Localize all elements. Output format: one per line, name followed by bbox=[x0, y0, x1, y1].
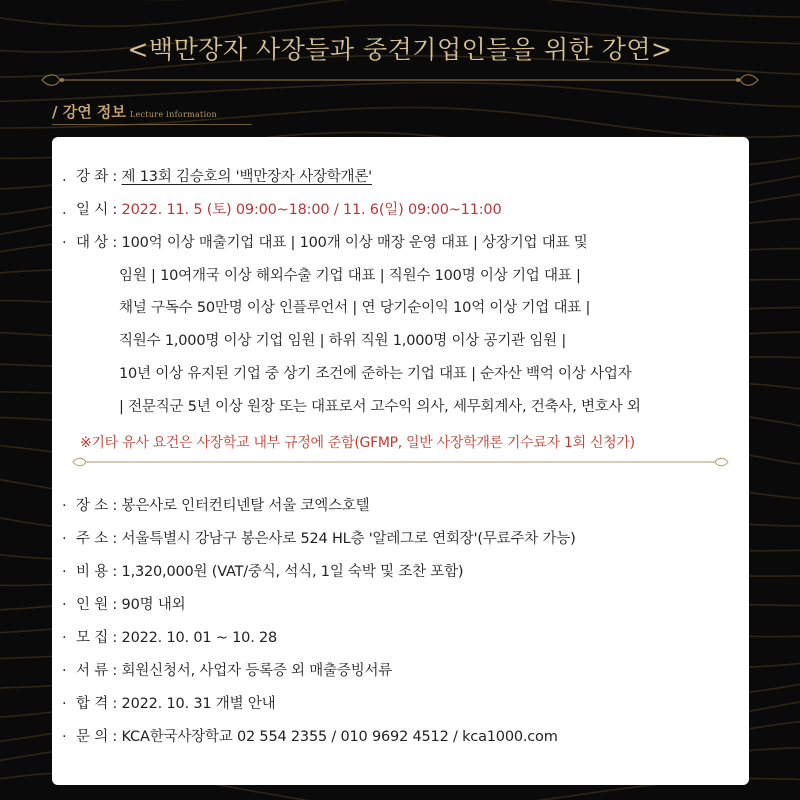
target-line: 10년 이상 유지된 기업 중 상기 조건에 준하는 기업 대표 | 순자산 백억 이상 사업자 bbox=[119, 366, 632, 382]
date-row: . 일 시 : 2022. 11. 5 (토) 09:00~18:00 / 11. 6(일) 09:00~11:00 bbox=[62, 198, 501, 219]
target-label: 대 상 : bbox=[76, 235, 118, 251]
ornamental-divider-top bbox=[40, 70, 760, 90]
topic-value: 제 13회 김승호의 '백만장자 사장학개론' bbox=[121, 169, 372, 185]
detail-label: 서 류 : bbox=[76, 663, 118, 679]
target-line: 100억 이상 매출기업 대표 | 100개 이상 매장 운영 대표 | 상장기업 대표 및 bbox=[121, 235, 588, 251]
detail-label: 모 집 : bbox=[76, 630, 118, 646]
detail-value: 1,320,000원 (VAT/중식, 석식, 1일 숙박 및 조찬 포함) bbox=[121, 564, 464, 580]
detail-label: 인 원 : bbox=[76, 597, 118, 613]
detail-value: KCA한국사장학교 02 554 2355 / 010 9692 4512 / kca1000.com bbox=[121, 729, 558, 745]
detail-value: 회원신청서, 사업자 등록증 외 매출증빙서류 bbox=[121, 663, 393, 679]
detail-row-venue: · 장 소 : 봉은사로 인터컨티넨탈 서울 코엑스호텔 bbox=[62, 494, 370, 515]
target-line: 직원수 1,000명 이상 기업 임원 | 하위 직원 1,000명 이상 공기관 임원 | bbox=[119, 333, 567, 349]
detail-row-recruitment: · 모 집 : 2022. 10. 01 ~ 10. 28 bbox=[62, 626, 277, 647]
section-underline bbox=[52, 124, 252, 125]
section-label-sub: Lecture information bbox=[129, 110, 217, 119]
topic-label: 강 좌 : bbox=[76, 169, 118, 185]
detail-row-capacity: · 인 원 : 90명 내외 bbox=[62, 593, 185, 614]
detail-value: 봉은사로 인터컨티넨탈 서울 코엑스호텔 bbox=[121, 498, 370, 514]
date-label: 일 시 : bbox=[76, 202, 118, 218]
ornamental-divider-middle bbox=[72, 455, 729, 469]
detail-row-result: · 합 격 : 2022. 10. 31 개별 안내 bbox=[62, 692, 275, 713]
detail-label: 문 의 : bbox=[76, 729, 118, 745]
detail-label: 장 소 : bbox=[76, 498, 118, 514]
detail-value: 서울특별시 강남구 봉은사로 524 HL층 '알레그로 연회장'(무료주차 가능) bbox=[121, 531, 576, 547]
lecture-info-card bbox=[52, 137, 749, 785]
detail-row-contact: · 문 의 : KCA한국사장학교 02 554 2355 / 010 9692 4512 / kca1000.com bbox=[62, 725, 558, 746]
target-line: | 전문직군 5년 이상 원장 또는 대표로서 고수익 의사, 세무회계사, 건축사, 변호사 외 bbox=[119, 399, 641, 415]
detail-row-cost: · 비 용 : 1,320,000원 (VAT/중식, 석식, 1일 숙박 및 조찬 포함) bbox=[62, 560, 463, 581]
detail-value: 2022. 10. 31 개별 안내 bbox=[121, 696, 276, 712]
detail-label: 비 용 : bbox=[76, 564, 118, 580]
target-row: · 대 상 : 100억 이상 매출기업 대표 | 100개 이상 매장 운영 대표 | 상장기업 대표 및 bbox=[62, 231, 588, 252]
topic-row: . 강 좌 : 제 13회 김승호의 '백만장자 사장학개론' bbox=[62, 165, 372, 186]
detail-value: 2022. 10. 01 ~ 10. 28 bbox=[121, 630, 278, 646]
target-line: 임원 | 10여개국 이상 해외수출 기업 대표 | 직원수 100명 이상 기업 대표 | bbox=[119, 268, 581, 284]
detail-row-address: · 주 소 : 서울특별시 강남구 봉은사로 524 HL층 '알레그로 연회장'(무료주차 가능) bbox=[62, 527, 576, 548]
target-line: 채널 구독수 50만명 이상 인플루언서 | 연 당기순이익 10억 이상 기업 대표 | bbox=[119, 300, 591, 316]
wave-line bbox=[0, 0, 800, 26]
page-title: <백만장자 사장들과 중견기업인들을 위한 강연> bbox=[127, 35, 673, 64]
detail-label: 합 격 : bbox=[76, 696, 118, 712]
date-value: 2022. 11. 5 (토) 09:00~18:00 / 11. 6(일) 09:00~11:00 bbox=[121, 202, 502, 218]
section-label bbox=[52, 101, 217, 122]
detail-label: 주 소 : bbox=[76, 531, 118, 547]
detail-row-documents: · 서 류 : 회원신청서, 사업자 등록증 외 매출증빙서류 bbox=[62, 659, 392, 680]
detail-value: 90명 내외 bbox=[121, 597, 186, 613]
eligibility-note: ※기타 유사 요건은 사장학교 내부 규정에 준함(GFMP, 일반 사장학개론 기수료자 1회 신청가) bbox=[80, 435, 635, 451]
section-label-main: / 강연 정보 bbox=[52, 103, 126, 121]
